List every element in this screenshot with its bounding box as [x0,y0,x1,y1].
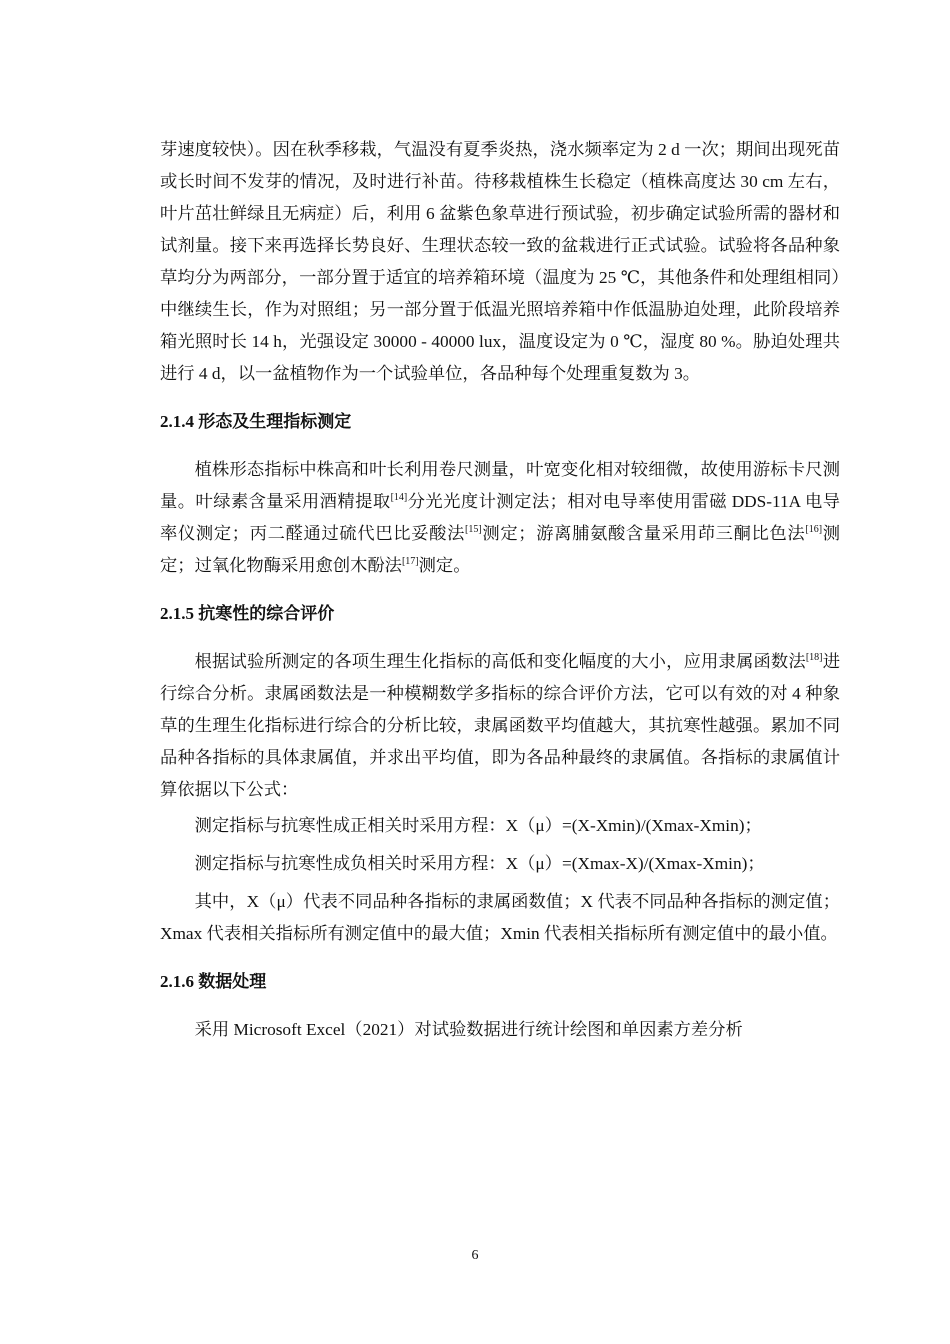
formula-negative: 测定指标与抗寒性成负相关时采用方程：X（μ）=(Xmax-X)/(Xmax-Xmin)； [194,854,765,873]
citation-ref: [15] [465,524,482,536]
citation-ref: [14] [390,492,408,504]
citation-ref: [18] [805,652,823,664]
citation-ref: [17] [401,556,419,568]
paragraph-text: 根据试验所测定的各项生理生化指标的高低和变化幅度的大小，应用隶属函数法 [194,652,806,671]
formula-positive: 测定指标与抗寒性成正相关时采用方程：X（μ）=(X-Xmin)/(Xmax-Xmin)； [194,816,762,835]
paragraph-text: 测定；过氧化物酶采用愈创木酚法 [160,524,840,575]
page-body [160,134,840,1046]
paragraph-text: 测定；游离脯氨酸含量采用茚三酮比色法 [481,524,806,543]
page-number: 6 [471,1248,479,1263]
body-paragraph-measurement [160,454,840,582]
paragraph-text: 植株形态指标中株高和叶长利用卷尺测量，叶宽变化相对较细微，故使用游标卡尺测量。叶绿素含量采用酒精提取 [160,460,840,511]
paragraph-text: 进行综合分析。隶属函数法是一种模糊数学多指标的综合评价方法，它可以有效的对 4 种象草的生理生化指标进行综合的分析比较，隶属函数平均值越大，其抗寒性越强。累加不同品种各指标的具体隶属值，并求出平均值，即为各品种最终的隶属值。各指标的隶属值计算依据以下公式： [160,652,840,799]
section-heading-2-1-4: 2.1.4 形态及生理指标测定 [160,412,352,431]
body-paragraph-continued: 芽速度较快）。因在秋季移栽，气温没有夏季炎热，浇水频率定为 2 d 一次；期间出现死苗或长时间不发芽的情况，及时进行补苗。待移栽植株生长稳定（植株高度达 30 cm 左右，叶片茁壮鲜绿且无病症）后，利用 6 盆紫色象草进行预试验，初步确定试验所需的器材和试剂量。接下来再选择长势良好、生理状态较一致的盆栽进行正式试验。试验将各品种象草均分为两部分，一部分置于适宜的培养箱环境（温度为 25 ℃，其他条件和处理组相同）中继续生长，作为对照组；另一部分置于低温光照培养箱中作低温胁迫处理，此阶段培养箱光照时长 14 h，光强设定 30000 - 40000 lux，温度设定为 0 ℃，湿度 80 %。胁迫处理共进行 4 d，以一盆植物作为一个试验单位，各品种每个处理重复数为 3。 [160,140,840,383]
paragraph-text: 分光光度计测定法；相对电导率使用雷磁 DDS-11A 电导率仪测定；丙二醛通过硫代巴比妥酸法 [160,492,840,543]
body-paragraph-data-processing: 采用 Microsoft Excel（2021）对试验数据进行统计绘图和单因素方差分析 [194,1020,743,1039]
paragraph-text: 测定。 [418,556,471,575]
section-heading-2-1-6: 2.1.6 数据处理 [160,972,267,991]
section-heading-2-1-5: 2.1.5 抗寒性的综合评价 [160,604,335,623]
formula-explanation: 其中，X（μ）代表不同品种各指标的隶属函数值；X 代表不同品种各指标的测定值；Xmax 代表相关指标所有测定值中的最大值；Xmin 代表相关指标所有测定值中的最小值。 [160,892,841,943]
body-paragraph-evaluation [160,646,840,806]
citation-ref: [16] [805,524,823,536]
